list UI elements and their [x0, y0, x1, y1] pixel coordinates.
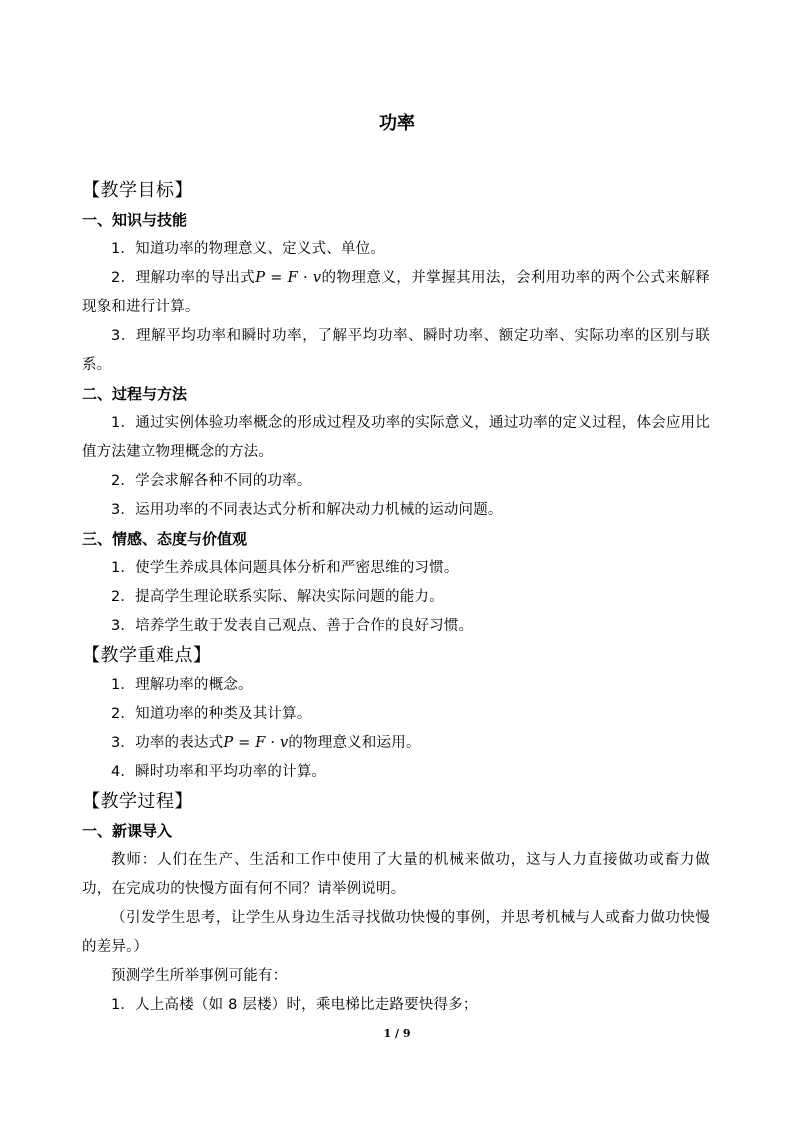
list-item: 1．理解功率的概念。 [111, 677, 253, 693]
paragraph: 预测学生所举事例可能有： [111, 968, 288, 984]
list-item: 2．理解功率的导出式P = F · v的物理意义，并掌握其用法，会利用功率的两个公式来解释现象和进行计算。 [82, 270, 710, 315]
list-item: 1．知道功率的物理意义、定义式、单位。 [111, 241, 386, 257]
list-item: 2．学会求解各种不同的功率。 [111, 473, 312, 489]
section-heading-teaching-process: 【教学过程】 [82, 791, 193, 812]
subheading-process-methods: 二、过程与方法 [82, 385, 188, 403]
page-number: 1 / 9 [383, 1027, 411, 1040]
section-heading-teaching-goals: 【教学目标】 [82, 180, 193, 201]
list-item: 3．培养学生敢于发表自己观点、善于合作的良好习惯。 [111, 618, 474, 634]
subheading-new-lesson-intro: 一、新课导入 [82, 822, 173, 840]
list-item: 1．人上高楼（如 8 层楼）时，乘电梯比走路要快得多； [111, 997, 478, 1013]
paragraph: 教师：人们在生产、生活和工作中使用了大量的机械来做功，这与人力直接做功或畜力做功，在完成功的快慢方面有何不同？请举例说明。 [82, 852, 710, 897]
list-item: 3．运用功率的不同表达式分析和解决动力机械的运动问题。 [111, 502, 503, 518]
document-body [82, 176, 710, 1020]
formula: P = F · v [223, 735, 289, 751]
list-item: 1．使学生养成具体问题具体分析和严密思维的习惯。 [111, 560, 459, 576]
formula: P = F · v [255, 270, 322, 286]
page-title: 功率 [379, 113, 415, 134]
list-item: 2．提高学生理论联系实际、解决实际问题的能力。 [111, 589, 444, 605]
list-item: 3．功率的表达式P = F · v的物理意义和运用。 [111, 735, 421, 751]
list-item: 3．理解平均功率和瞬时功率，了解平均功率、瞬时功率、额定功率、实际功率的区别与联系。 [82, 328, 710, 373]
subheading-emotion-attitude-values: 三、情感、态度与价值观 [82, 530, 248, 548]
paragraph: （引发学生思考，让学生从身边生活寻找做功快慢的事例，并思考机械与人或畜力做功快慢的差异。） [82, 910, 710, 955]
section-heading-key-difficult-points: 【教学重难点】 [82, 645, 212, 666]
list-item: 4．瞬时功率和平均功率的计算。 [111, 764, 327, 780]
subheading-knowledge-skills: 一、知识与技能 [82, 211, 188, 229]
list-item: 1．通过实例体验功率概念的形成过程及功率的实际意义，通过功率的定义过程，体会应用比值方法建立物理概念的方法。 [82, 415, 710, 460]
list-item: 2．知道功率的种类及其计算。 [111, 706, 312, 722]
